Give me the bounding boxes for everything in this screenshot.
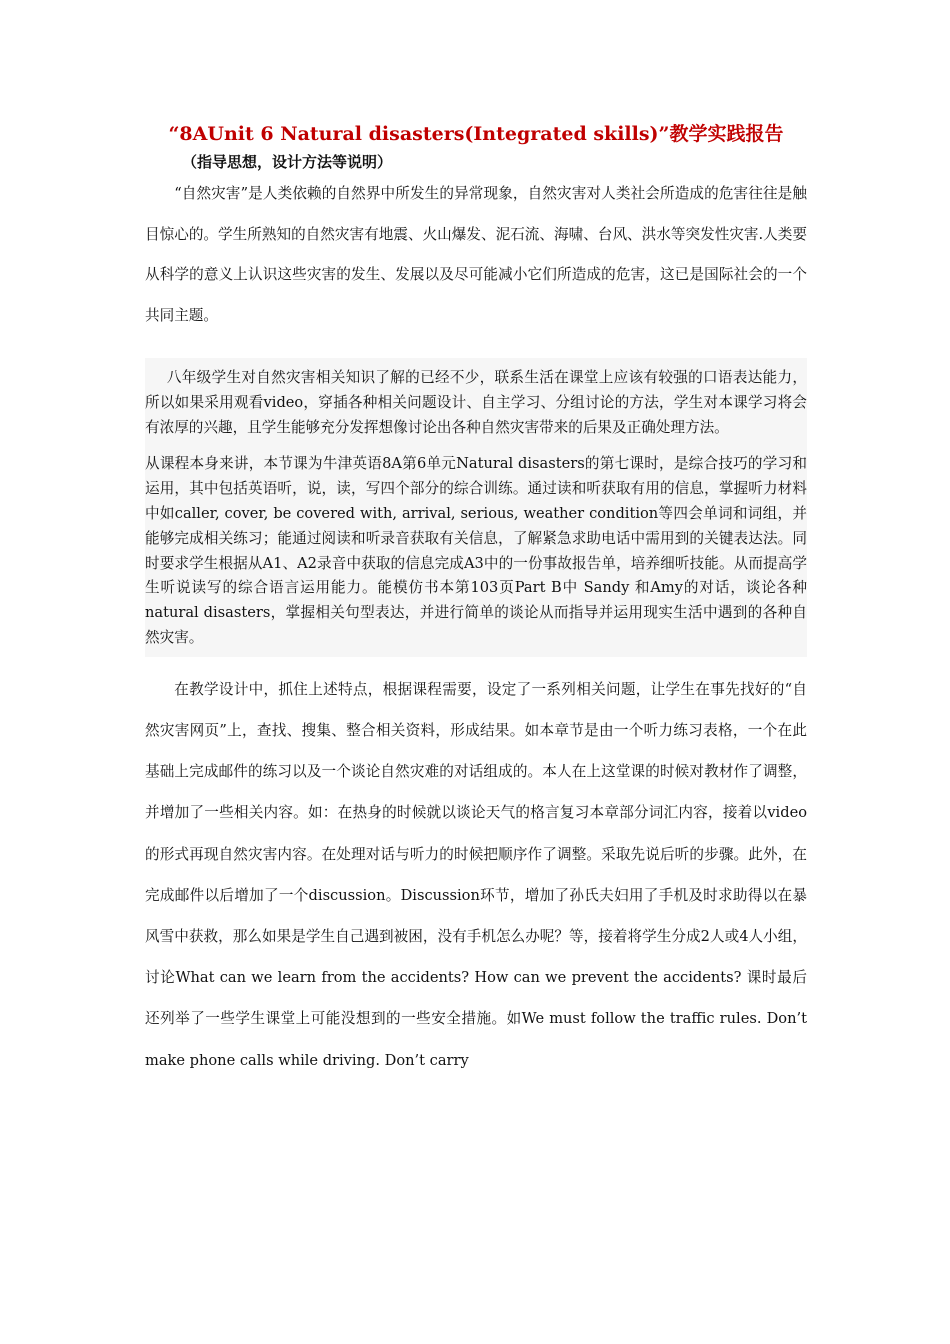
document-page: [145, 122, 807, 1081]
paragraph-course: 从课程本身来讲，本节课为牛津英语8A第6单元Natural disasters的第七课时，是综合技巧的学习和运用，其中包括英语听，说，读，写四个部分的综合训练。通过读和听获取有用的信息，掌握听力材料中如caller, cover, be covered with, arrival, serious, weather condition等四会单词和词组，并能够完成相关练习；能通过阅读和听录音获取有关信息，了解紧急求助电话中需用到的关键表达法。同时要求学生根据从A1、A2录音中获取的信息完成A3中的一份事故报告单，培养细听技能。从而提高学生听说读写的综合语言运用能力。能模仿书本第103页Part B中 Sandy 和Amy的对话，谈论各种natural disasters，掌握相关句型表达，并进行简单的谈论从而指导并运用现实生活中遇到的各种自然灾害。: [145, 444, 807, 656]
document-subtitle: （指导思想，设计方法等说明）: [182, 153, 393, 171]
paragraph-design: 在教学设计中，抓住上述特点，根据课程需要，设定了一系列相关问题，让学生在事先找好的“自然灾害网页”上，查找、搜集、整合相关资料，形成结果。如本章节是由一个听力练习表格，一个在此基础上完成邮件的练习以及一个谈论自然灾难的对话组成的。本人在上这堂课的时候对教材作了调整，并增加了一些相关内容。如：在热身的时候就以谈论天气的格言复习本章部分词汇内容，接着以video的形式再现自然灾害内容。在处理对话与听力的时候把顺序作了调整。采取先说后听的步骤。此外，在完成邮件以后增加了一个discussion。Discussion环节，增加了孙氏夫妇用了手机及时求助得以在暴风雪中获救，那么如果是学生自己遇到被困，没有手机怎么办呢？等，接着将学生分成2人或4人小组，讨论What can we learn from the accidents? How can we prevent the accidents? 课时最后还列举了一些学生课堂上可能没想到的一些安全措施。如We must follow the traffic rules. Don’t make phone calls while driving. Don’t carry: [145, 680, 807, 1069]
paragraph-students: 八年级学生对自然灾害相关知识了解的已经不少，联系生活在课堂上应该有较强的口语表达能力，所以如果采用观看video，穿插各种相关问题设计、自主学习、分组讨论的方法，学生对本课学习将会有浓厚的兴趣，且学生能够充分发挥想像讨论出各种自然灾害带来的后果及正确处理方法。: [145, 358, 807, 444]
paragraph-intro: “自然灾害”是人类依赖的自然界中所发生的异常现象，自然灾害对人类社会所造成的危害往往是触目惊心的。学生所熟知的自然灾害有地震、火山爆发、泥石流、海啸、台风、洪水等突发性灾害.人类要从科学的意义上认识这些灾害的发生、发展以及尽可能减小它们所造成的危害，这已是国际社会的一个共同主题。: [145, 185, 807, 324]
document-title: “8AUnit 6 Natural disasters(Integrated skills)”教学实践报告: [168, 123, 784, 145]
